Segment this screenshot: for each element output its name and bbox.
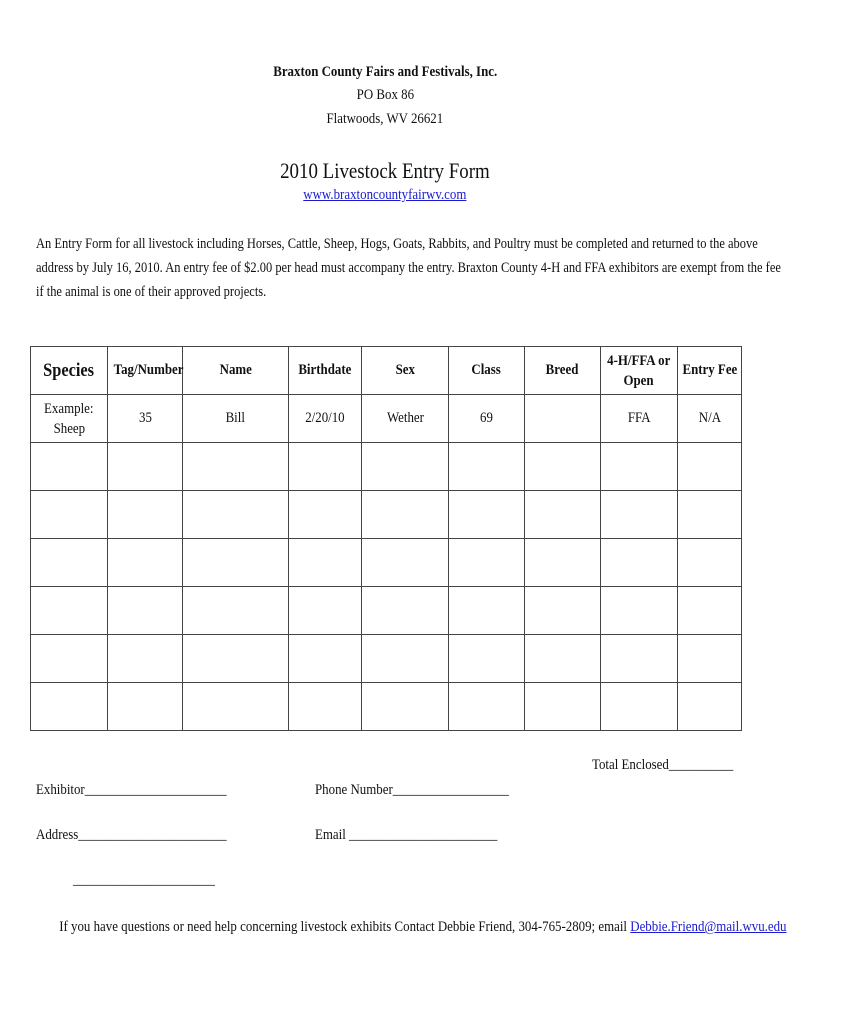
city-state-zip [0, 111, 770, 128]
header-tag-number: Tag/Number [108, 347, 183, 395]
entry-row-2 [31, 491, 742, 539]
entry-cell[interactable] [289, 443, 362, 491]
entry-cell[interactable] [108, 587, 183, 635]
entry-cell[interactable] [31, 443, 108, 491]
entry-cell[interactable] [289, 683, 362, 731]
entry-cell[interactable] [525, 491, 601, 539]
entry-cell[interactable] [362, 539, 449, 587]
header-entry-fee: Entry Fee [678, 347, 742, 395]
header-breed: Breed [525, 347, 601, 395]
example-breed [525, 395, 601, 443]
organization-name [0, 64, 770, 81]
website-link[interactable]: www.braxtoncountyfairwv.com [303, 187, 467, 203]
intro-line-3: if the animal is one of their approved projects. [36, 284, 267, 300]
header-name: Name [183, 347, 289, 395]
form-title [0, 158, 770, 184]
header-birthdate: Birthdate [289, 347, 362, 395]
entry-cell[interactable] [289, 491, 362, 539]
exhibitor-field[interactable] [36, 782, 258, 799]
entry-cell[interactable] [601, 443, 678, 491]
entry-cell[interactable] [362, 683, 449, 731]
entry-cell[interactable] [362, 491, 449, 539]
entry-cell[interactable] [601, 587, 678, 635]
entry-cell[interactable] [601, 539, 678, 587]
form-title-text: 2010 Livestock Entry Form [280, 158, 490, 183]
example-sex: Wether [362, 395, 449, 443]
entry-cell[interactable] [525, 539, 601, 587]
example-class: 69 [449, 395, 525, 443]
example-name: Bill [183, 395, 289, 443]
entry-cell[interactable] [362, 443, 449, 491]
entry-cell[interactable] [525, 443, 601, 491]
entry-cell[interactable] [183, 587, 289, 635]
header-class: Class [449, 347, 525, 395]
entry-cell[interactable] [108, 683, 183, 731]
entry-cell[interactable] [108, 491, 183, 539]
entry-row-6 [31, 683, 742, 731]
entry-cell[interactable] [31, 587, 108, 635]
entry-cell[interactable] [108, 635, 183, 683]
entry-cell[interactable] [183, 683, 289, 731]
total-enclosed-field[interactable] [480, 757, 733, 774]
entry-cell[interactable] [289, 587, 362, 635]
entry-cell[interactable] [108, 539, 183, 587]
contact-text: If you have questions or need help concerning livestock exhibits Contact Debbie Friend, 304-765-2809; email [59, 919, 631, 935]
entry-cell[interactable] [289, 539, 362, 587]
entry-cell[interactable] [31, 539, 108, 587]
entry-cell[interactable] [601, 491, 678, 539]
address-line-2-field[interactable] [73, 872, 238, 889]
example-club: FFA [601, 395, 678, 443]
example-tag: 35 [108, 395, 183, 443]
entry-cell[interactable] [108, 443, 183, 491]
livestock-entry-table [30, 346, 742, 731]
entry-cell[interactable] [678, 635, 742, 683]
entry-row-3 [31, 539, 742, 587]
entry-cell[interactable] [678, 491, 742, 539]
entry-cell[interactable] [678, 443, 742, 491]
entry-cell[interactable] [183, 539, 289, 587]
website [0, 187, 770, 204]
entry-cell[interactable] [525, 587, 601, 635]
entry-cell[interactable] [601, 683, 678, 731]
entry-cell[interactable] [362, 587, 449, 635]
entry-row-1 [31, 443, 742, 491]
entry-cell[interactable] [449, 443, 525, 491]
organization-name-text: Braxton County Fairs and Festivals, Inc. [273, 64, 497, 80]
entry-cell[interactable] [449, 635, 525, 683]
entry-cell[interactable] [183, 443, 289, 491]
entry-cell[interactable] [449, 683, 525, 731]
example-species: Example: Sheep [31, 395, 108, 443]
entry-cell[interactable] [449, 539, 525, 587]
intro-paragraph [36, 232, 781, 304]
example-fee: N/A [678, 395, 742, 443]
entry-cell[interactable] [289, 635, 362, 683]
entry-cell[interactable] [362, 635, 449, 683]
entry-cell[interactable] [31, 491, 108, 539]
header-sex: Sex [362, 347, 449, 395]
entry-cell[interactable] [678, 683, 742, 731]
phone-number-label: Phone Number__________________ [315, 782, 509, 798]
po-box-text: PO Box 86 [356, 87, 414, 103]
contact-email-link[interactable]: Debbie.Friend@mail.wvu.edu [630, 919, 787, 935]
total-enclosed-label: Total Enclosed__________ [591, 757, 733, 773]
entry-cell[interactable] [183, 491, 289, 539]
entry-cell[interactable] [601, 635, 678, 683]
entry-cell[interactable] [449, 491, 525, 539]
entry-cell[interactable] [525, 683, 601, 731]
entry-cell[interactable] [183, 635, 289, 683]
intro-line-2: address by July 16, 2010. An entry fee of $2.00 per head must accompany the entry. Braxton County 4-H and FFA exhibitors are exempt from the fee [36, 260, 781, 276]
email-field[interactable] [315, 827, 527, 844]
table-header-row [31, 347, 742, 395]
address-field[interactable] [36, 827, 258, 844]
contact-footer [0, 919, 787, 936]
entry-cell[interactable] [678, 539, 742, 587]
entry-cell[interactable] [31, 683, 108, 731]
address-label: Address_______________________ [36, 827, 227, 843]
entry-row-4 [31, 587, 742, 635]
header-species: Species [31, 347, 108, 395]
address-line-2-blank: ______________________ [73, 872, 215, 888]
entry-row-5 [31, 635, 742, 683]
email-label: Email _______________________ [315, 827, 498, 843]
intro-line-1: An Entry Form for all livestock including Horses, Cattle, Sheep, Hogs, Goats, Rabbits, and Poultry must be completed and returned to the above [36, 236, 758, 252]
phone-number-field[interactable] [315, 782, 540, 799]
example-birthdate: 2/20/10 [289, 395, 362, 443]
header-4h-ffa-open: 4-H/FFA or Open [601, 347, 678, 395]
po-box [0, 87, 770, 104]
entry-cell[interactable] [31, 635, 108, 683]
exhibitor-label: Exhibitor______________________ [36, 782, 227, 798]
city-state-zip-text: Flatwoods, WV 26621 [326, 111, 444, 127]
example-row [31, 395, 742, 443]
entry-cell[interactable] [678, 587, 742, 635]
entry-cell[interactable] [525, 635, 601, 683]
entry-cell[interactable] [449, 587, 525, 635]
